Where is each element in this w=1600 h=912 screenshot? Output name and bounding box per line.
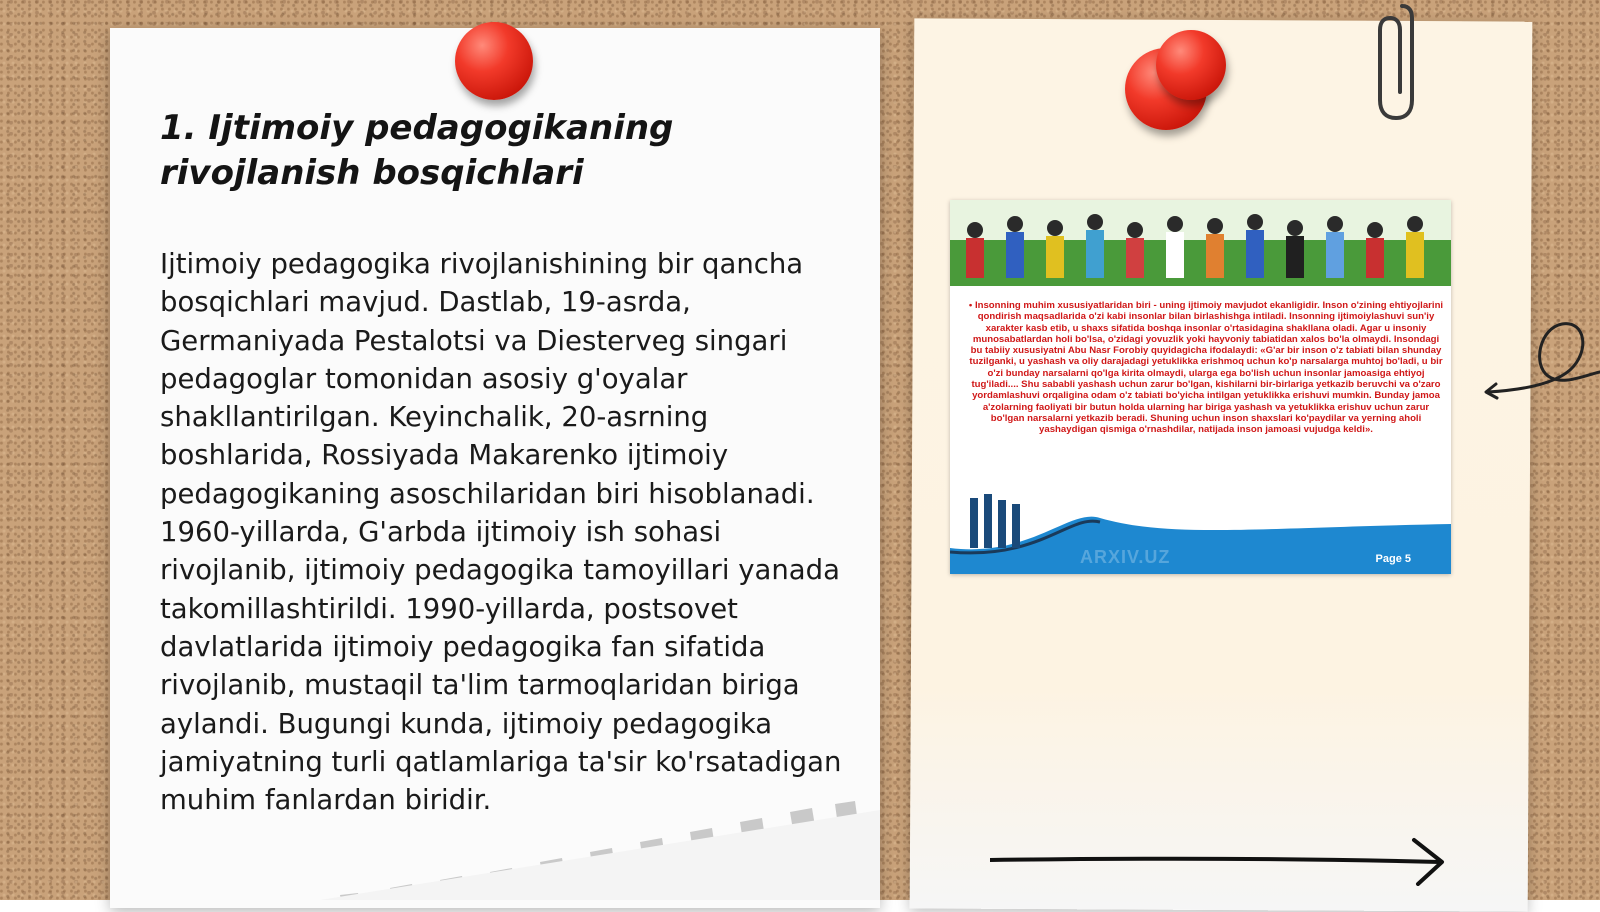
slide-body-text: Ijtimoiy pedagogika rivojlanishining bir qancha bosqichlari mavjud. Dastlab, 19-asrda, Germaniyada Pestalotsi va Diesterveg singari pedagoglar tomonidan asosiy g'oyalar shakllantirilgan. Keyinchalik, 20-asrning boshlarida, Rossiyada Makarenko ijtimoiy pedagogikaning asoschilaridan biri hisoblanadi. 1960-yillarda, G'arbda ijtimoiy ish sohasi rivojlanib, ijtimoiy pedagogika tamoyillari yanada takomillashtirildi. 1990-yillarda, postsovet davlatlarida ijtimoiy pedagogika fan sifatida rivojlanib, mustaqil ta'lim tarmoqlaridan biriga aylandi. Bugungi kunda, ijtimoiy pedagogika jamiyatning turli qatlamlariga ta'sir ko'rsatadigan muhim fanlardan biridir. (160, 248, 842, 817)
paperclip-icon (1372, 0, 1418, 124)
red-pushpin-icon (1156, 30, 1226, 100)
embedded-slide-paragraph: Insonning muhim xususiyatlaridan biri - uning ijtimoiy mavjudot ekanligidir. Inson o'zining ehtiyojlarini qondirish maqsadlarida o'zi kabi insonlar bilan birlashishga intiladi. Insonning ijtimoiylashuvi sun'iy xarakter kasb etib, u shaxs sifatida boshqa insonlar o'rtasidagina shakllana oladi. Agar u insoniy munosabatlardan holi bo'lsa, o'zidagi yovuzlik yoki hayvoniy tabiatidan xalos bo'la olmaydi. Insondagi bu tabiiy xususiyatni Abu Nasr Forobiy quyidagicha ifodalaydi: «G'ar bir inson o'z tabiati bilan shunday tuzilganki, u yashash va oliy darajadagi yetuklikka erishmoq uchun ko'p narsalarga muhtoj bo'ladi, u bir o'zi bunday narsalarni qo'lga kirita olmaydi, ularga ega bo'lish uchun insonlar jamoasiga ehtiyoj tug'iladi.... Shu sababli yashash uchun zarur bo'lgan, kishilarni bir-birlariga yetkazib beruvchi va o'zaro yordamlashuvi orqaligina odam o'z tabiati bo'yicha intilgan yetuklikka erishuvi mumkin. Bunday jamoa a'zolarning faoliyati bir butun holda ularning har biriga yashash va yetuklikka erishuv uchun zarur bo'lgan narsalarni yetkazib beradi. Shuning uchun inson shaxslari ko'paydilar va yerning aholi yashaydigan qismiga o'rnashdilar, natijada inson jamoasi vujudga keldi». (969, 300, 1444, 436)
slide-title: 1. Ijtimoiy pedagogikaning rivojlanish bosqichlari (160, 108, 674, 193)
people-banner-image (950, 200, 1451, 286)
embedded-slide-text (968, 300, 1444, 436)
embedded-slide-image (950, 200, 1451, 574)
embedded-page-label: Page 5 (1375, 553, 1411, 565)
watermark-text: ARXIV.UZ (1080, 547, 1171, 567)
curly-arrow-icon (1482, 316, 1600, 408)
bullet-icon: • (968, 300, 973, 311)
red-pushpin-icon (455, 22, 533, 100)
arrow-right-icon[interactable] (990, 836, 1450, 886)
